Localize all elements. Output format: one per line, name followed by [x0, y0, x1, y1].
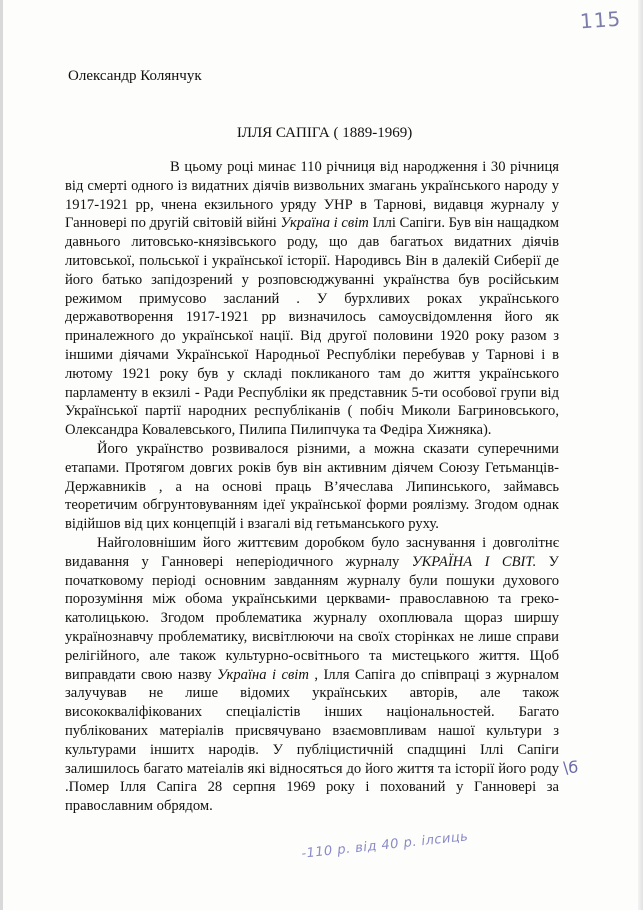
margin-annotation: \б: [563, 758, 579, 777]
paragraph-3-text-b: У початковому періоді основним завданням журналу були пошуки духового порозуміння між обома українськими церквами- православною та греко-католицькою. Згодом проблематика журналу охоплювала щораз ширшу українознавчу проблематику, висвітлюючи на своїх сторінках не лише справи релігійного, але також культурно-освітнього та мистецького життя. Щоб виправдати свою назву: [65, 553, 560, 683]
handwritten-footnote: -110 р. від 40 р. ілсиць: [300, 829, 470, 862]
journal-title-italic: Україна і світ: [280, 215, 369, 232]
paragraph-1-text-a: В цьому році минає 110 річниця від народження і 30 річниця від смерті одного із видатних діячів визвольних змагань українського народу у 1917-1921 рр, чнена екзильного уряду УНР в Тарнові, видавця журналу у Ганновері по другій світовій війні: [65, 159, 559, 232]
paragraph-3: [65, 534, 559, 816]
journal-title-italic: Україна і світ: [217, 666, 309, 683]
article-body: [65, 158, 559, 816]
paragraph-1-text-b: Іллі Сапіги. Був він нащадком давнього литовсько-князівського роду, що дав багатьох видатних діячів литовської, польської і української історії. Народивсь Він в далекій Сиберії де його батько запідозрений у розповсюджуванні українства був російським режимом примусово засланий . У бурхливих роках українського державотворення 1917-1921 рр визначилось самоусвідомлення його як приналежного до української нації. Від другої половини 1920 року разом з іншими діячами Української Народньої Республіки перебував у Тарнові і в лютому 1921 року був у складі покликаного там до життя українського парламенту в екзилі - Ради Республіки як представник 5-ти особової групи від Української партії народних республіканів ( побіч Миколи Багриновського, Олександра Ковалевського, Пилипа Пилипчука та Федіра Хижняка).: [65, 215, 559, 439]
handwritten-page-number: 115: [579, 6, 622, 34]
paragraph-3-text-a: Найголовнішим його життєвим доробком було заснування і довголітнє видавання у Ганновері неперіодичного журналу: [65, 534, 559, 570]
paragraph-1: [65, 158, 559, 440]
paragraph-2: Його українство розвивалося різними, а можна сказати суперечними етапами. Протягом довгих років був він активним діячем Союзу Гетьманців-Державників , а на основі праць В’ячеслава Липинського, займавсь теоретичим обгрунтовуванням ідеї української форми роялізму. Згодом однак відійшов від цих концепцій і взагалі від гетьманського руху.: [65, 440, 559, 533]
paragraph-3-text-c: , Ілля Сапіга до співпраці з журналом залучував не лише відомих українських авторів, але також висококваліфікованих спеціалістів інших національностей. Багато публікованих матеріалів присвячувано взаємовпливам нашої культури з культурами іншитх народів. У публіцистичній спадщині Іллі Сапіги залишилось багато матеіалів які відносяться до його життя та історії його роду .Помер Ілля Сапіга 28 серпня 1969 року і похований у Ганновері за православним обрядом.: [65, 666, 559, 815]
journal-title-italic: УКРАЇНА І СВІТ.: [411, 553, 537, 570]
author-name: Олександр Колянчук: [68, 68, 202, 84]
article-title: ІЛЛЯ САПІГА ( 1889-1969): [236, 125, 413, 141]
